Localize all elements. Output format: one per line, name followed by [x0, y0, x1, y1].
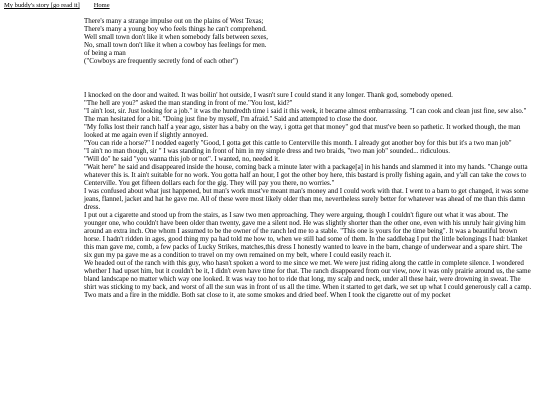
- poem-line: There's many a young boy who feels things he can't comprehend.: [84, 25, 267, 33]
- story-body: [84, 91, 532, 299]
- story-paragraph: The man hesitated for a bit. "Doing just fine by myself, I'm afraid." Said and attempted to close the door.: [84, 115, 378, 123]
- story-paragraph: We headed out of the ranch with this guy, who hasn't spoken a word to me since we met. We were just riding along the cattle in complete silence. I wondered whether I had upset him, but it couldn't be it, I didn't even have time for that. The ranch disappeared from our view, now it was only prairie around us, the same bland landscape no matter which way one looked. It was way too hot to ride that long, my scalp and neck, under all these hair, were drowning in sweat. The shirt was sticking to my back, and worst of all the sun was in front of us all the time. When it started to get dark, we set up what I could generously call a camp. Two mats and a fire in the middle. Both sat close to it, ate some smokes and dried beef. When I took the cigarette out of my pocket: [84, 259, 532, 299]
- story-paragraph: I put out a cigarette and stood up from the stairs, as I saw two men approaching. They were arguing, though I couldn't figure out what it was about. The younger one, who couldn't have been older than twenty, gave me a silent nod. He was slightly shorter than the other one, even with his unruly hair giving him around an extra inch. One whom I assumed to be the owner of the ranch led me to a stable. "This one is yours for the time being". It was a beautiful brown horse. I hadn't ridden in ages, good thing my pa had told me how to, when we still had some of them. In the saddlebag I put the little belongings I had: blanket this man gave me, comb, a few packs of Lucky Strikes, matches,this dress I honestly wanted to leave in the barn, change of underwear and a spare shirt. The six gun my pa gave me as a condition to travel on my own remained on my belt, where I could easily reach it.: [84, 211, 528, 259]
- story-paragraph: "I ain't no man though, sir " I was standing in front of him in my simple dress and two braids, "two man job" sounded... ridiculous.: [84, 147, 450, 155]
- poem-block: [84, 17, 524, 65]
- home-link[interactable]: Home: [93, 2, 110, 9]
- poem-line: There's many a strange impulse out on the plains of West Texas;: [84, 17, 264, 25]
- story-paragraph: I was confused about what just happened, but man's work must've meant man's money and I could work with that. I went to a barn to get changed, it was some jeans, flannel, jacket and hat he gave me. All of these were most likely older than me, nevertheless surely better for whatever was ahead of me than this damn dress.: [84, 187, 529, 211]
- story-paragraph: "My folks lost their ranch half a year ago, sister has a baby on the way, i gotta get that money" god that must've been so pathetic. It worked though, the man looked at me again even if slightly annoyed.: [84, 123, 521, 139]
- top-nav: [4, 2, 110, 10]
- story-link[interactable]: My buddy's story [go read it]: [4, 2, 80, 9]
- poem-line: Well small town don't like it when somebody falls between sexes,: [84, 33, 269, 41]
- story-paragraph: "The hell are you?" asked the man standing in front of me."You lost, kid?": [84, 99, 293, 107]
- poem-line: ("Cowboys are frequently secretly fond of each other"): [84, 57, 239, 65]
- story-paragraph: "I ain't lost, sir. Just looking for a job." it was the hundredth time i said it this week, it became almost embarrassing. "I can cook and clean just fine, sew also.": [84, 107, 527, 115]
- story-paragraph: "You can ride a horse?" I nodded eagerly "Good, I gotta get this cattle to Centerville this month. I already got another boy for this but it's a two man job": [84, 139, 512, 147]
- story-paragraph: "Will do" he said "you wanna this job or not". I wanted, no, needed it.: [84, 155, 280, 163]
- poem-line: No, small town don't like it when a cowboy has feelings for men.: [84, 41, 267, 49]
- story-paragraph: "Wait here" he said and disappeared inside the house, coming back a minute later with a package[a] in his hands and slammed it into my hands. "Change outta whatever this is. It ain't suitable for no work. You gotta half an hour, I got the other boy here, this bastard is prolly fishing again, and y'all can take the cows to Centerville. You get fifteen dollars each for the gig. They will pay you there, no worries.": [84, 163, 528, 187]
- story-paragraph: I knocked on the door and waited. It was boilin' hot outside, I wasn't sure I could stand it any longer. Thank god, somebody opened.: [84, 91, 453, 99]
- poem-line: of being a man: [84, 49, 126, 57]
